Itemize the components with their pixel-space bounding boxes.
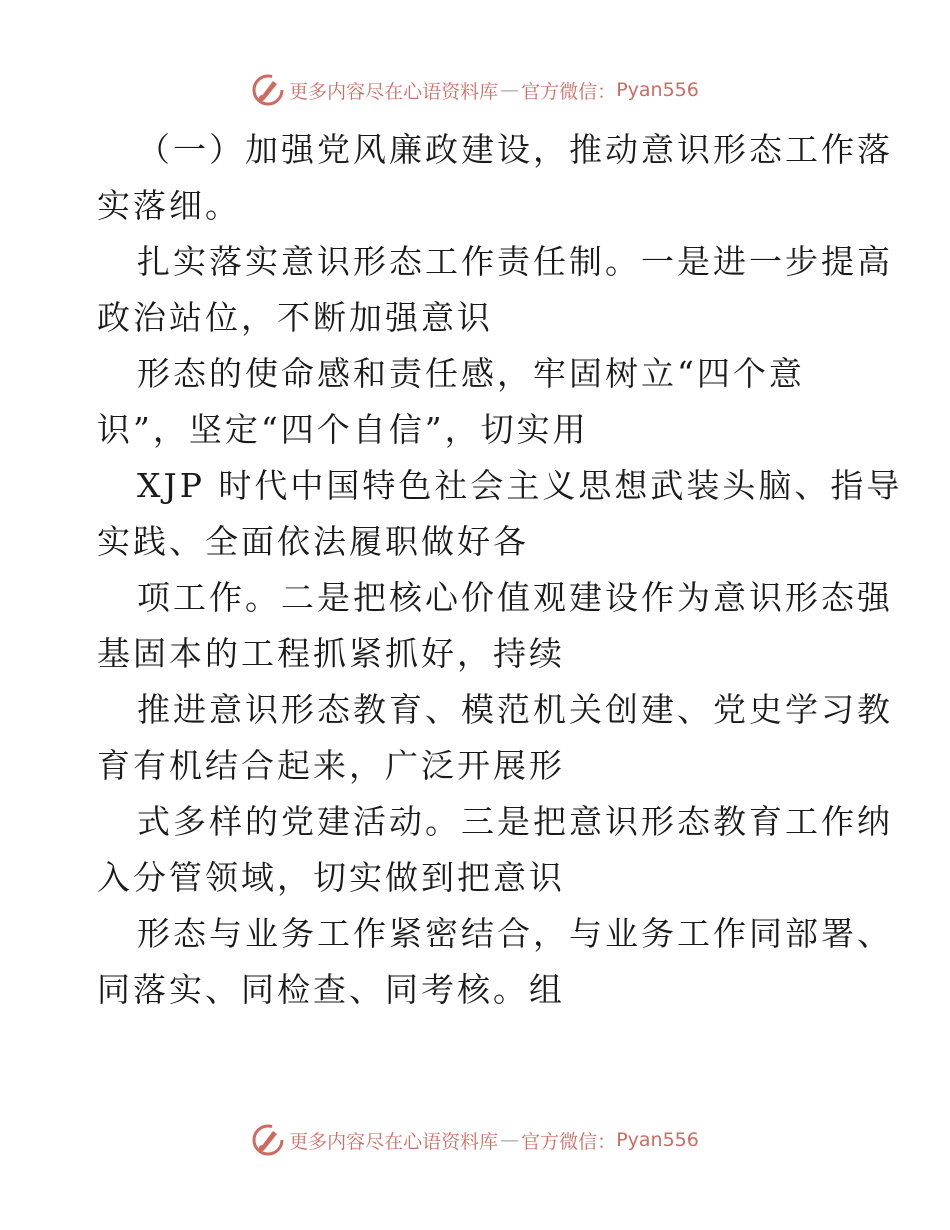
watermark-text: 更多内容尽在心语资料库 <box>289 80 499 103</box>
text-line: 项工作。二是把核心价值观建设作为意识形态强 <box>137 578 893 617</box>
text-line: 式多样的党建活动。三是把意识形态教育工作纳 <box>137 802 893 841</box>
text-line: 形态与业务工作紧密结合，与业务工作同部署、 <box>137 914 893 953</box>
text-line: 推进意识形态教育、模范机关创建、党史学习教 <box>137 690 893 729</box>
watermark-label: 官方微信： <box>521 1130 617 1153</box>
footer-watermark <box>0 1120 950 1160</box>
text-line: XJP 时代中国特色社会主义思想武装头脑、指导 <box>137 466 903 505</box>
text-line: 育有机结合起来，广泛开展形 <box>97 746 565 785</box>
brush-logo-icon <box>251 1123 285 1157</box>
text-line: 入分管领域，切实做到把意识 <box>97 858 565 897</box>
text-line: 扎实落实意识形态工作责任制。一是进一步提高 <box>137 242 893 281</box>
watermark-text: 更多内容尽在心语资料库 <box>289 1130 499 1153</box>
text-line: 形态的使命感和责任感，牢固树立“四个意 <box>137 354 805 393</box>
text-line: 实落细。 <box>97 186 241 225</box>
watermark-separator: — <box>500 1129 520 1151</box>
text-line: 实践、全面依法履职做好各 <box>97 522 529 561</box>
text-line: 识”，坚定“四个自信”，切实用 <box>97 410 589 449</box>
watermark-handle: Pyan556 <box>616 1129 699 1151</box>
header-watermark <box>0 70 950 110</box>
watermark-label: 官方微信： <box>521 80 617 103</box>
text-line: 基固本的工程抓紧抓好，持续 <box>97 634 565 673</box>
watermark-handle: Pyan556 <box>616 79 699 101</box>
document-body <box>97 122 903 1018</box>
text-line: （一）加强党风廉政建设，推动意识形态工作落 <box>137 130 893 169</box>
text-line: 同落实、同检查、同考核。组 <box>97 970 565 1009</box>
text-line: 政治站位，不断加强意识 <box>97 298 493 337</box>
watermark-separator: — <box>500 79 520 101</box>
brush-logo-icon <box>251 73 285 107</box>
